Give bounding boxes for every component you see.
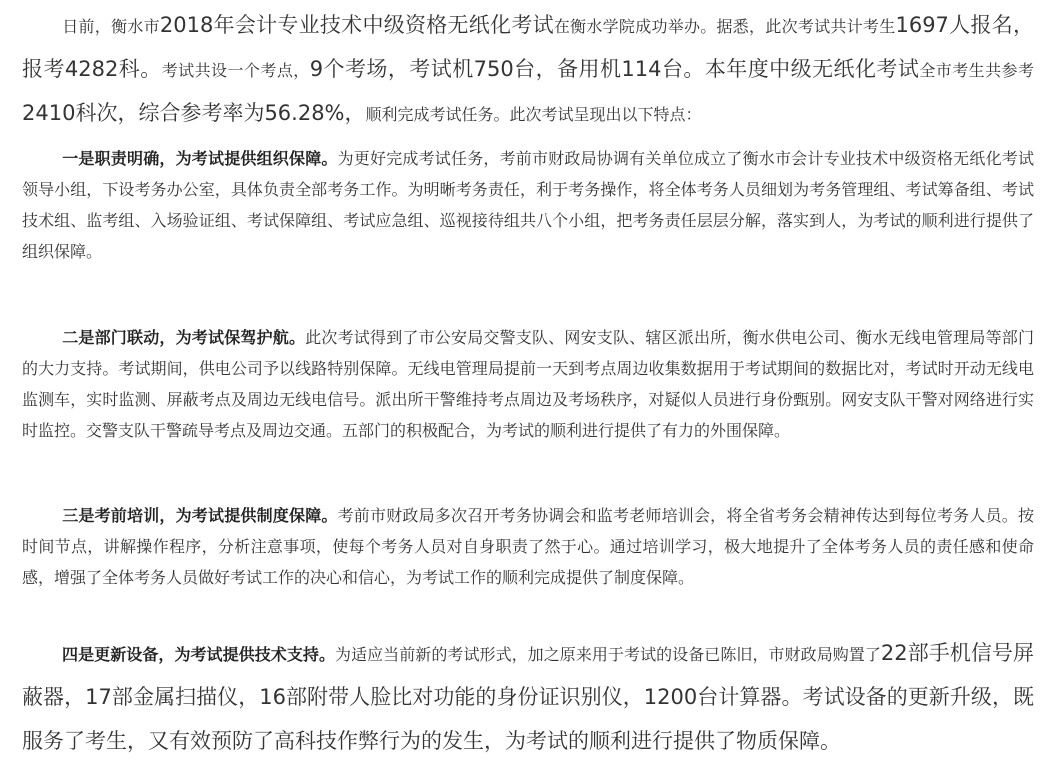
point-body: 考前市财政局多次召开考务协调会和监考老师培训会，将全省考务会精神传达到每位考务人员。按时间节点，讲解操作程序，分析注意事项，使每个考务人员对自身职责了然于心。通过培训学习，极大地提升了全体考务人员的责任感和使命感，增强了全体考务人员做好考试工作的决心和信心，为考试工作的顺利完成提供了制度保障。 (22, 506, 1034, 587)
intro-text: 1697人报名，报考4282科。 (22, 13, 1034, 81)
point-body: 为适应当前新的考试形式，加之原来用于考试的设备已陈旧，市财政局购置了 (335, 645, 881, 664)
point-body: 此次考试得到了市公安局交警支队、网安支队、辖区派出所，衡水供电公司、衡水无线电管理局等部门的大力支持。考试期间，供电公司予以线路特别保障。无线电管理局提前一天到考点周边收集数据用于考试期间的数据比对，考试时开动无线电监测车，实时监测、屏蔽考点及周边无线电信号。派出所干警维持考点周边及考场秩序，对疑似人员进行身份甄别。网安支队干警对网络进行实时监控。交警支队干警疏导考点及周边交通。五部门的积极配合，为考试的顺利进行提供了有力的外围保障。 (22, 328, 1034, 440)
point-paragraph-2 (22, 322, 1034, 446)
intro-text: 在衡水学院成功举办。据悉，此次考试共计考生 (553, 17, 896, 36)
intro-text: 考试共设一个考点， (161, 61, 310, 80)
point-heading: 三是考前培训，为考试提供制度保障。 (62, 506, 338, 525)
intro-paragraph (22, 4, 1034, 136)
point-paragraph-4 (22, 632, 1034, 764)
point-heading: 一是职责明确，为考试提供组织保障。 (62, 149, 338, 168)
point-paragraph-3 (22, 500, 1034, 593)
point-body-large: 22部手机信号屏蔽器，17部金属扫描仪，16部附带人脸比对功能的身份证识别仪，1200台计算器。考试设备的更新升级，既服务了考生，又有效预防了高科技作弊行为的发生，为考试的顺利进行提供了物质保障。 (22, 641, 1034, 753)
intro-text: 9个考场，考试机750台，备用机114台。本年度中级无纸化考试 (309, 57, 920, 81)
intro-text: 全市考生共参考 (919, 61, 1034, 80)
point-heading: 四是更新设备，为考试提供技术支持。 (62, 645, 336, 664)
point-body: 为更好完成考试任务，考前市财政局协调有关单位成立了衡水市会计专业技术中级资格无纸化考试领导小组，下设考务办公室，具体负责全部考务工作。为明晰考务责任，利于考务操作，将全体考务人员细划为考务管理组、考试筹备组、考试技术组、监考组、入场验证组、考试保障组、考试应急组、巡视接待组共八个小组，把考务责任层层分解，落实到人，为考试的顺利进行提供了组织保障。 (22, 149, 1034, 261)
point-paragraph-1 (22, 143, 1034, 267)
intro-text: 2018年会计专业技术中级资格无纸化考试 (159, 13, 554, 37)
point-heading: 二是部门联动，为考试保驾护航。 (62, 328, 306, 347)
intro-text: 顺利完成考试任务。此次考试呈现出以下特点： (365, 105, 702, 124)
intro-text: 2410科次，综合参考率为56.28%， (22, 101, 366, 125)
intro-text: 日前，衡水市 (62, 17, 160, 36)
